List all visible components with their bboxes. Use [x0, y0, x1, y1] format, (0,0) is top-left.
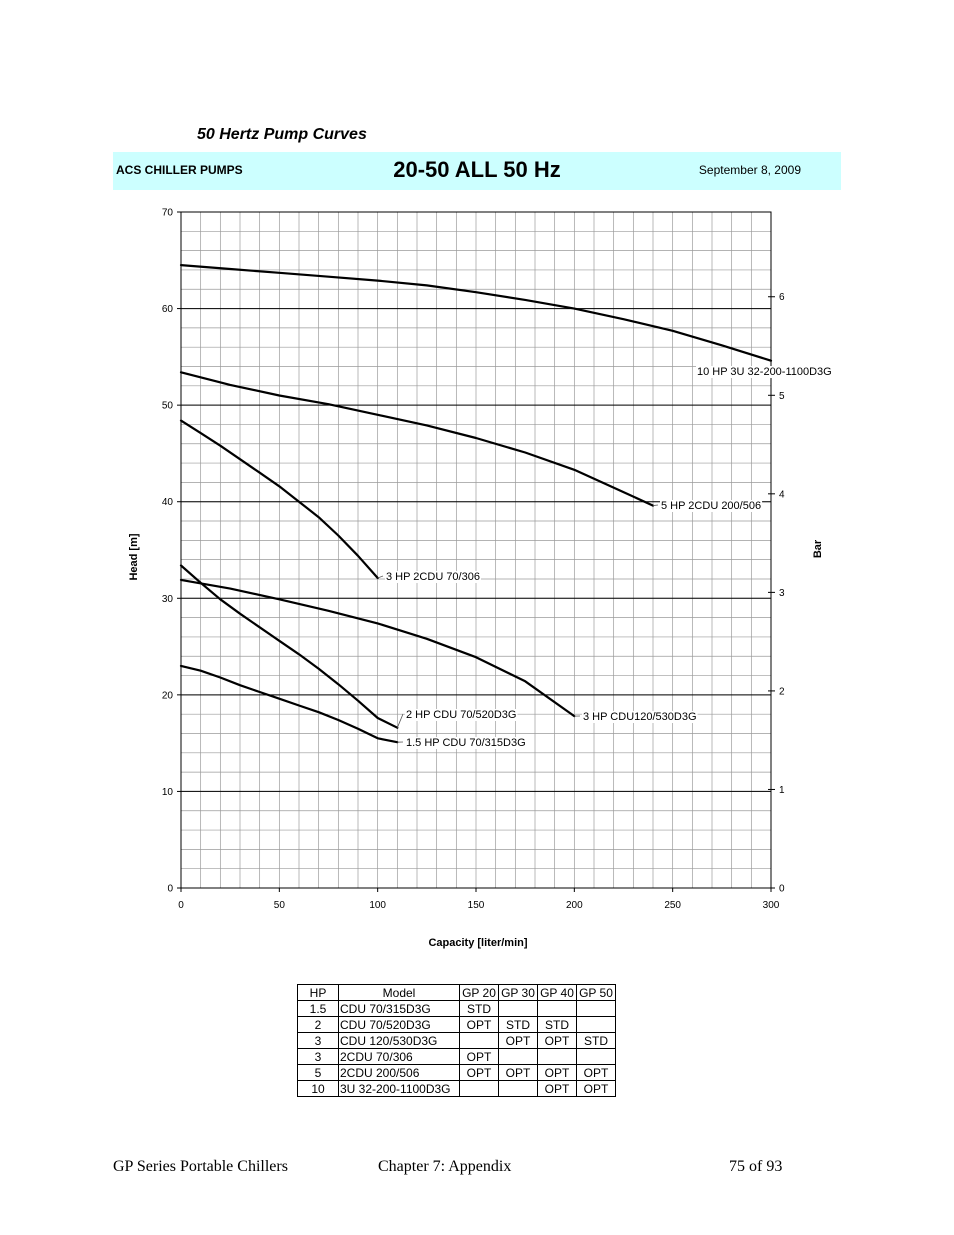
table-cell: 2CDU 200/506	[339, 1065, 460, 1081]
y2-tick-label: 1	[779, 784, 785, 796]
table-cell: 3	[298, 1033, 339, 1049]
y-tick-label: 20	[161, 690, 173, 702]
y-tick-label: 10	[161, 786, 173, 798]
table-cell: STD	[499, 1017, 538, 1033]
table-cell	[577, 1017, 616, 1033]
footer-chapter: Chapter 7: Appendix	[378, 1158, 512, 1175]
table-cell: 2	[298, 1017, 339, 1033]
table-cell	[499, 1049, 538, 1065]
y2-tick-label: 3	[779, 587, 785, 599]
table-cell: STD	[577, 1033, 616, 1049]
y-tick-label: 40	[161, 497, 173, 509]
table-cell: GP 20	[460, 985, 499, 1001]
curve-series-6	[181, 666, 397, 742]
curve-label: 10 HP 3U 32-200-1100D3G	[697, 366, 832, 378]
table-cell: 10	[298, 1081, 339, 1097]
table-cell: GP 40	[538, 985, 577, 1001]
y-tick-label: 30	[161, 593, 173, 605]
y-tick-label: 70	[161, 207, 173, 219]
x-tick-label: 100	[369, 900, 387, 911]
x-axis-label: Capacity [liter/min]	[428, 937, 528, 949]
table-cell	[538, 1001, 577, 1017]
section-heading: 50 Hertz Pump Curves	[197, 126, 367, 143]
table-cell: Model	[339, 985, 460, 1001]
curve-label: 3 HP 2CDU 70/306	[386, 571, 480, 583]
footer-page-number: 75 of 93	[729, 1158, 783, 1175]
table-cell: STD	[460, 1001, 499, 1017]
table-cell: OPT	[538, 1033, 577, 1049]
header-date: September 8, 2009	[698, 163, 801, 177]
table-row	[298, 1065, 616, 1081]
curve-label: 2 HP CDU 70/520D3G	[406, 709, 517, 721]
table-row	[298, 1049, 616, 1065]
y2-tick-label: 0	[779, 883, 785, 895]
y2-tick-label: 6	[779, 292, 785, 304]
curve-label: 3 HP CDU120/530D3G	[583, 711, 697, 723]
x-tick-label: 0	[178, 900, 184, 911]
curve-label: 1.5 HP CDU 70/315D3G	[406, 737, 526, 749]
x-tick-label: 200	[565, 900, 583, 911]
table-cell: 1.5	[298, 1001, 339, 1017]
table-row	[298, 1017, 616, 1033]
table-cell: OPT	[499, 1033, 538, 1049]
y-tick-label: 0	[167, 883, 173, 895]
table-cell: OPT	[538, 1081, 577, 1097]
table-cell: CDU 70/315D3G	[339, 1001, 460, 1017]
table-cell: OPT	[577, 1081, 616, 1097]
curve-label-leader	[378, 576, 383, 578]
table-cell: CDU 120/530D3G	[339, 1033, 460, 1049]
y2-axis-label: Bar	[812, 539, 824, 559]
table-row	[298, 1033, 616, 1049]
chart-title: 20-50 ALL 50 Hz	[393, 157, 561, 182]
table-cell: STD	[538, 1017, 577, 1033]
table-cell	[460, 1081, 499, 1097]
table-cell: OPT	[538, 1065, 577, 1081]
table-cell: OPT	[460, 1017, 499, 1033]
y-axis-label: Head [m]	[128, 533, 140, 581]
table-cell	[577, 1049, 616, 1065]
table-row	[298, 1001, 616, 1017]
x-tick-label: 300	[762, 900, 780, 911]
x-tick-label: 250	[664, 900, 682, 911]
table-header-row	[298, 985, 616, 1001]
table-cell: CDU 70/520D3G	[339, 1017, 460, 1033]
table-cell: OPT	[460, 1049, 499, 1065]
table-cell: GP 50	[577, 985, 616, 1001]
table-cell: OPT	[499, 1065, 538, 1081]
table-cell	[538, 1049, 577, 1065]
curve-series-5	[181, 566, 397, 728]
curve-label-leader	[397, 714, 403, 728]
table-cell: 2CDU 70/306	[339, 1049, 460, 1065]
table-cell: HP	[298, 985, 339, 1001]
table-cell: 3U 32-200-1100D3G	[339, 1081, 460, 1097]
table-cell: 3	[298, 1049, 339, 1065]
table-cell: OPT	[577, 1065, 616, 1081]
header-company: ACS CHILLER PUMPS	[116, 163, 243, 177]
table-row	[298, 1081, 616, 1097]
table-cell	[577, 1001, 616, 1017]
x-tick-label: 50	[273, 900, 285, 911]
x-tick-label: 150	[467, 900, 485, 911]
y2-tick-label: 5	[779, 390, 785, 402]
y-tick-label: 60	[161, 304, 173, 316]
y-tick-label: 50	[161, 400, 173, 412]
table-cell: 5	[298, 1065, 339, 1081]
footer-product: GP Series Portable Chillers	[113, 1158, 288, 1175]
y2-tick-label: 4	[779, 489, 785, 501]
table-cell	[499, 1001, 538, 1017]
pump-model-table	[297, 984, 616, 1097]
curve-label: 5 HP 2CDU 200/506	[661, 500, 762, 512]
table-cell	[460, 1033, 499, 1049]
table-cell	[499, 1081, 538, 1097]
y2-tick-label: 2	[779, 686, 785, 698]
table-cell: GP 30	[499, 985, 538, 1001]
table-cell: OPT	[460, 1065, 499, 1081]
